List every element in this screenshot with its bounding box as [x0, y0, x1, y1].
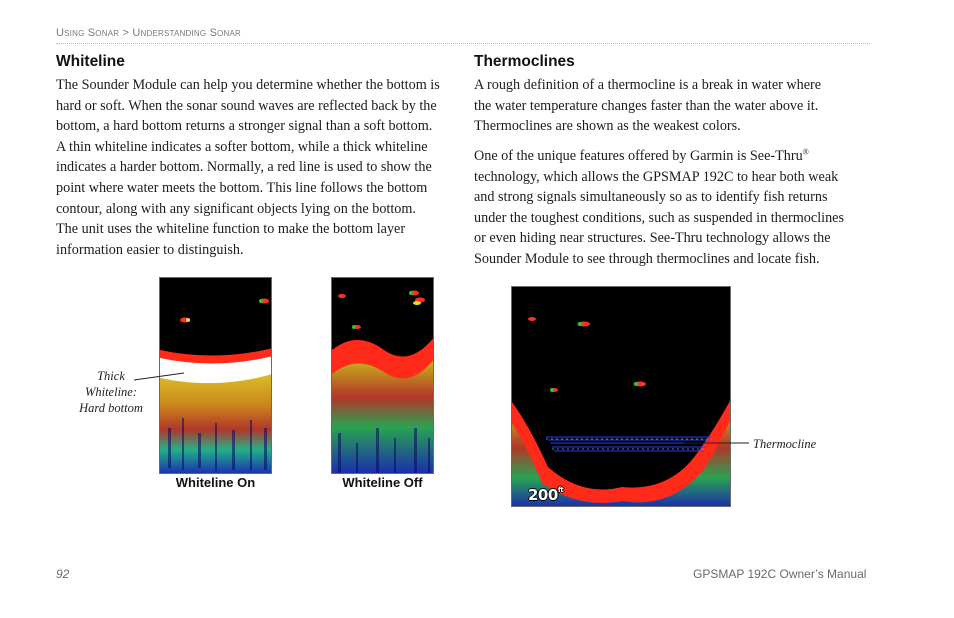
paragraph-line: hard or soft. When the sonar sound waves are reflected back by the — [56, 97, 437, 114]
depth-value: 200 — [528, 486, 558, 504]
sonar-thermocline-image — [511, 286, 731, 507]
breadcrumb — [56, 27, 241, 39]
paragraph-line: contour, along with any significant objects lying on the bottom. — [56, 200, 416, 217]
header-divider — [56, 43, 870, 44]
breadcrumb-separator: > — [122, 27, 130, 39]
registered-mark: ® — [802, 147, 809, 157]
whiteline-heading: Whiteline — [56, 53, 125, 70]
callout-thermocline: Thermocline — [753, 437, 817, 451]
paragraph-line: The Sounder Module can help you determine whether the bottom is — [56, 77, 440, 93]
manual-title: GPSMAP 192C Owner’s Manual — [693, 567, 867, 581]
sonar-whiteline-off-image — [331, 277, 434, 474]
thermoclines-paragraph-2 — [474, 146, 874, 270]
sonar-whiteline-on-image — [159, 277, 272, 474]
caption-whiteline-off: Whiteline Off — [342, 475, 423, 490]
depth-readout — [528, 486, 563, 504]
paragraph-line: point where water meets the bottom. This line follows the bottom — [56, 179, 428, 196]
page-number: 92 — [56, 567, 70, 581]
paragraph-line: bottom, a hard bottom returns a stronger signal than a soft bottom. — [56, 118, 433, 135]
paragraph-line: A rough definition of a thermocline is a break in water where — [474, 77, 822, 93]
breadcrumb-current: Understanding Sonar — [132, 27, 242, 39]
paragraph-line: the water temperature changes faster than the water above it. — [474, 97, 819, 114]
callout-line: Thick — [97, 369, 125, 383]
paragraph-line: under the toughest conditions, such as suspended in thermoclines — [474, 209, 844, 226]
callout-line: Whiteline: — [84, 385, 138, 399]
depth-unit: ft — [557, 486, 564, 494]
paragraph-line — [474, 146, 874, 167]
whiteline-paragraph — [56, 75, 456, 260]
paragraph-line: information easier to distinguish. — [56, 241, 244, 258]
callout-line: Hard bottom — [79, 401, 143, 415]
caption-whiteline-on: Whiteline On — [175, 475, 256, 490]
thermoclines-paragraph-1 — [474, 75, 874, 137]
callout-thick-whiteline — [70, 368, 152, 416]
paragraph-line: technology, which allows the GPSMAP 192C to hear both weak — [474, 168, 839, 185]
paragraph-line: and strong signals simultaneously so as to identify fish returns — [474, 189, 828, 206]
paragraph-line: Thermoclines are shown as the weakest colors. — [474, 118, 741, 135]
thermoclines-heading: Thermoclines — [474, 53, 575, 70]
paragraph-line-text: One of the unique features offered by Garmin is See-Thru — [474, 148, 803, 164]
breadcrumb-parent: Using Sonar — [56, 27, 120, 39]
paragraph-line: The unit uses the whiteline function to make the bottom layer — [56, 221, 406, 238]
paragraph-line: or even hiding near structures. See-Thru technology allows the — [474, 230, 831, 247]
paragraph-line: Sounder Module to see through thermoclines and locate fish. — [474, 250, 820, 267]
paragraph-line: indicates a harder bottom. Normally, a red line is used to show the — [56, 159, 432, 176]
paragraph-line: A thin whiteline indicates a softer bottom, while a thick whiteline — [56, 138, 428, 155]
